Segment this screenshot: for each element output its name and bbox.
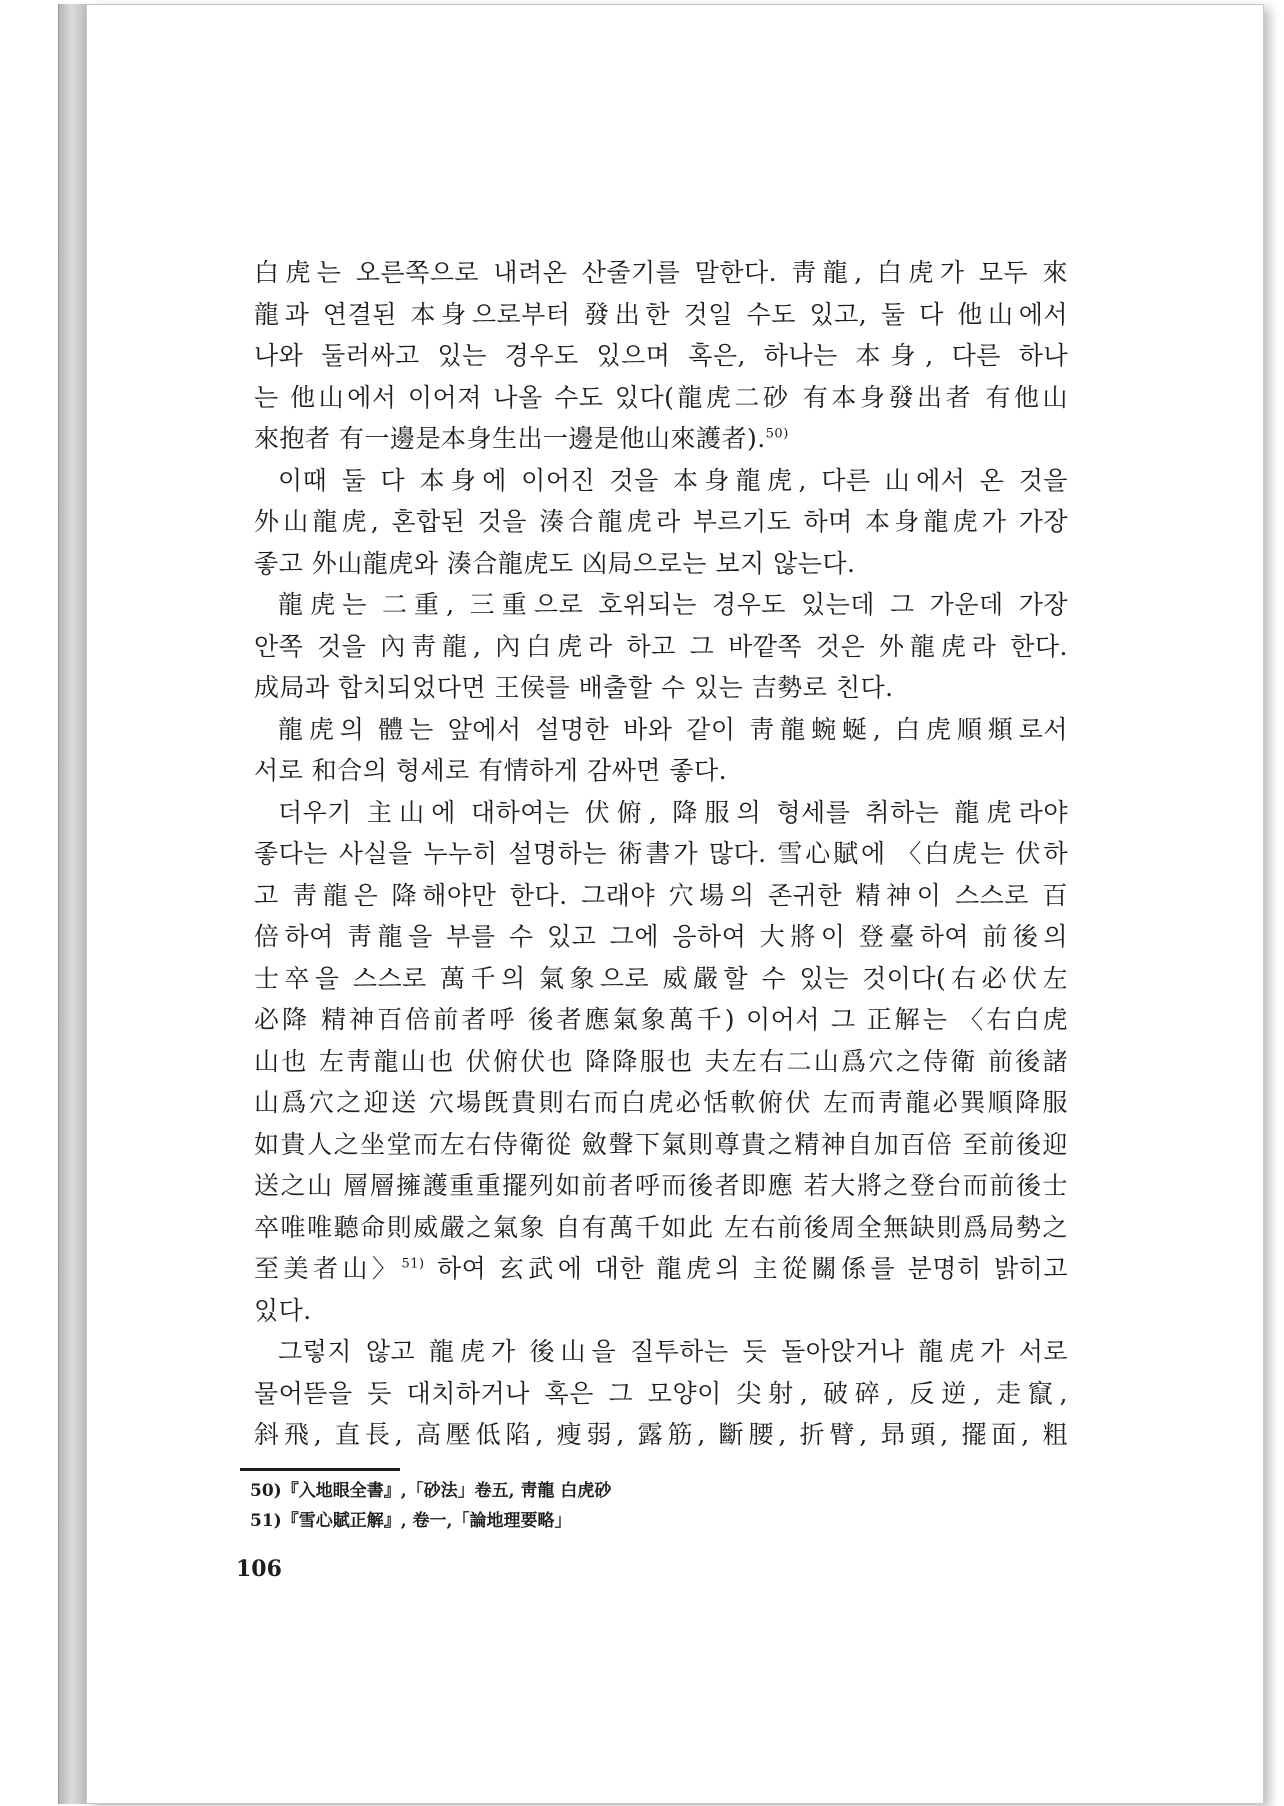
footnote-divider [240,1468,400,1471]
book-spine [58,4,87,1804]
footnote-50: 50)『入地眼全書』,「砂法」卷五, 靑龍 白虎砂 [250,1481,612,1501]
text-line: 고 靑龍은 降해야만 한다. 그래야 穴場의 존귀한 精神이 스스로 百 [254,880,1068,910]
text-line: 卒唯唯聽命則威嚴之氣象 自有萬千如此 左右前後周全無缺則爲局勢之 [254,1212,1068,1242]
footnotes [250,1476,1050,1536]
footnote-51: 51)『雪心賦正解』, 卷一,「論地理要略」 [250,1511,572,1531]
paragraph-5 [254,792,1068,1332]
footnote-ref-50: 50) [765,426,789,442]
text-line: 나와 둘러싸고 있는 경우도 있으며 혹은, 하나는 本身, 다른 하나 [254,341,1068,370]
paragraph-4 [254,709,1068,792]
text-line: 白虎는 오른쪽으로 내려온 산줄기를 말한다. 靑龍, 白虎가 모두 來 [254,258,1068,287]
text-line: 그렇지 않고 龍虎가 後山을 질투하는 듯 돌아앉거나 龍虎가 서로 [278,1337,1068,1366]
paragraph-2 [254,460,1068,585]
text-line: 물어뜯을 듯 대치하거나 혹은 그 모양이 尖射, 破碎, 反逆, 走竄, [254,1378,1068,1408]
paragraph-1 [254,252,1068,460]
paragraph-6 [254,1331,1068,1456]
text-line: 좋다는 사실을 누누히 설명하는 術書가 많다. 雪心賦에 〈白虎는 伏하 [254,839,1068,868]
text-line: 斜飛, 直長, 高壓低陷, 瘦弱, 露筋, 斷腰, 折臂, 昻頭, 擺面, 粗 [254,1420,1068,1449]
text-segment: 至美者山〉 [254,1254,402,1283]
text-line: 山也 左靑龍山也 伏俯伏也 降降服也 夫左右二山爲穴之侍衛 前後諸 [254,1046,1068,1076]
text-line: 龍虎의 體는 앞에서 설명한 바와 같이 靑龍蜿蜒, 白虎順頫로서 [278,714,1068,744]
text-line: 이때 둘 다 本身에 이어진 것을 本身龍虎, 다른 山에서 온 것을 [278,465,1068,495]
text-segment: 來抱者 有一邊是本身生出一邊是他山來護者). [254,424,766,453]
text-line: 送之山 層層擁護重重擺列如前者呼而後者即應 若大將之登台而前後士 [254,1171,1068,1200]
text-line: 成局과 합치되었다면 王侯를 배출할 수 있는 吉勢로 친다. [254,673,894,702]
body-text [254,252,1068,1456]
text-line: 倍하여 靑龍을 부를 수 있고 그에 응하여 大將이 登臺하여 前後의 [254,922,1068,951]
page-number: 106 [236,1556,282,1582]
text-line: 必降 精神百倍前者呼 後者應氣象萬千) 이어서 그 正解는 〈右白虎 [254,1005,1068,1034]
text-line: 좋고 外山龍虎와 湊合龍虎도 凶局으로는 보지 않는다. [254,548,856,578]
text-line: 如貴人之坐堂而左右侍衛從 斂聲下氣則尊貴之精神自加百倍 至前後迎 [254,1129,1068,1159]
footnote-ref-51: 51) [401,1256,425,1272]
text-line [254,1248,1068,1290]
text-line: 外山龍虎, 혼합된 것을 湊合龍虎라 부르기도 하며 本身龍虎가 가장 [254,507,1068,536]
text-line: 龍과 연결된 本身으로부터 發出한 것일 수도 있고, 둘 다 他山에서 [254,299,1068,329]
text-segment: 하여 玄武에 대한 龍虎의 主從關係를 분명히 밝히고 [424,1254,1068,1283]
text-line: 서로 和合의 형세로 有情하게 감싸면 좋다. [254,756,728,785]
text-line: 안쪽 것을 內靑龍, 內白虎라 하고 그 바깥쪽 것은 外龍虎라 한다. [254,631,1068,661]
paragraph-3 [254,584,1068,709]
text-line: 더우기 主山에 대하여는 伏俯, 降服의 형세를 취하는 龍虎라야 [278,797,1068,827]
text-line: 士卒을 스스로 萬千의 氣象으로 威嚴할 수 있는 것이다(右必伏左 [254,963,1068,993]
text-line: 는 他山에서 이어져 나올 수도 있다(龍虎二砂 有本身發出者 有他山 [254,382,1068,412]
text-line: 山爲穴之迎送 穴場旣貴則右而白虎必恬軟俯伏 左而靑龍必巽順降服 [254,1088,1068,1117]
text-line [254,418,1068,460]
text-line: 있다. [254,1295,312,1325]
text-line: 龍虎는 二重, 三重으로 호위되는 경우도 있는데 그 가운데 가장 [278,590,1068,619]
